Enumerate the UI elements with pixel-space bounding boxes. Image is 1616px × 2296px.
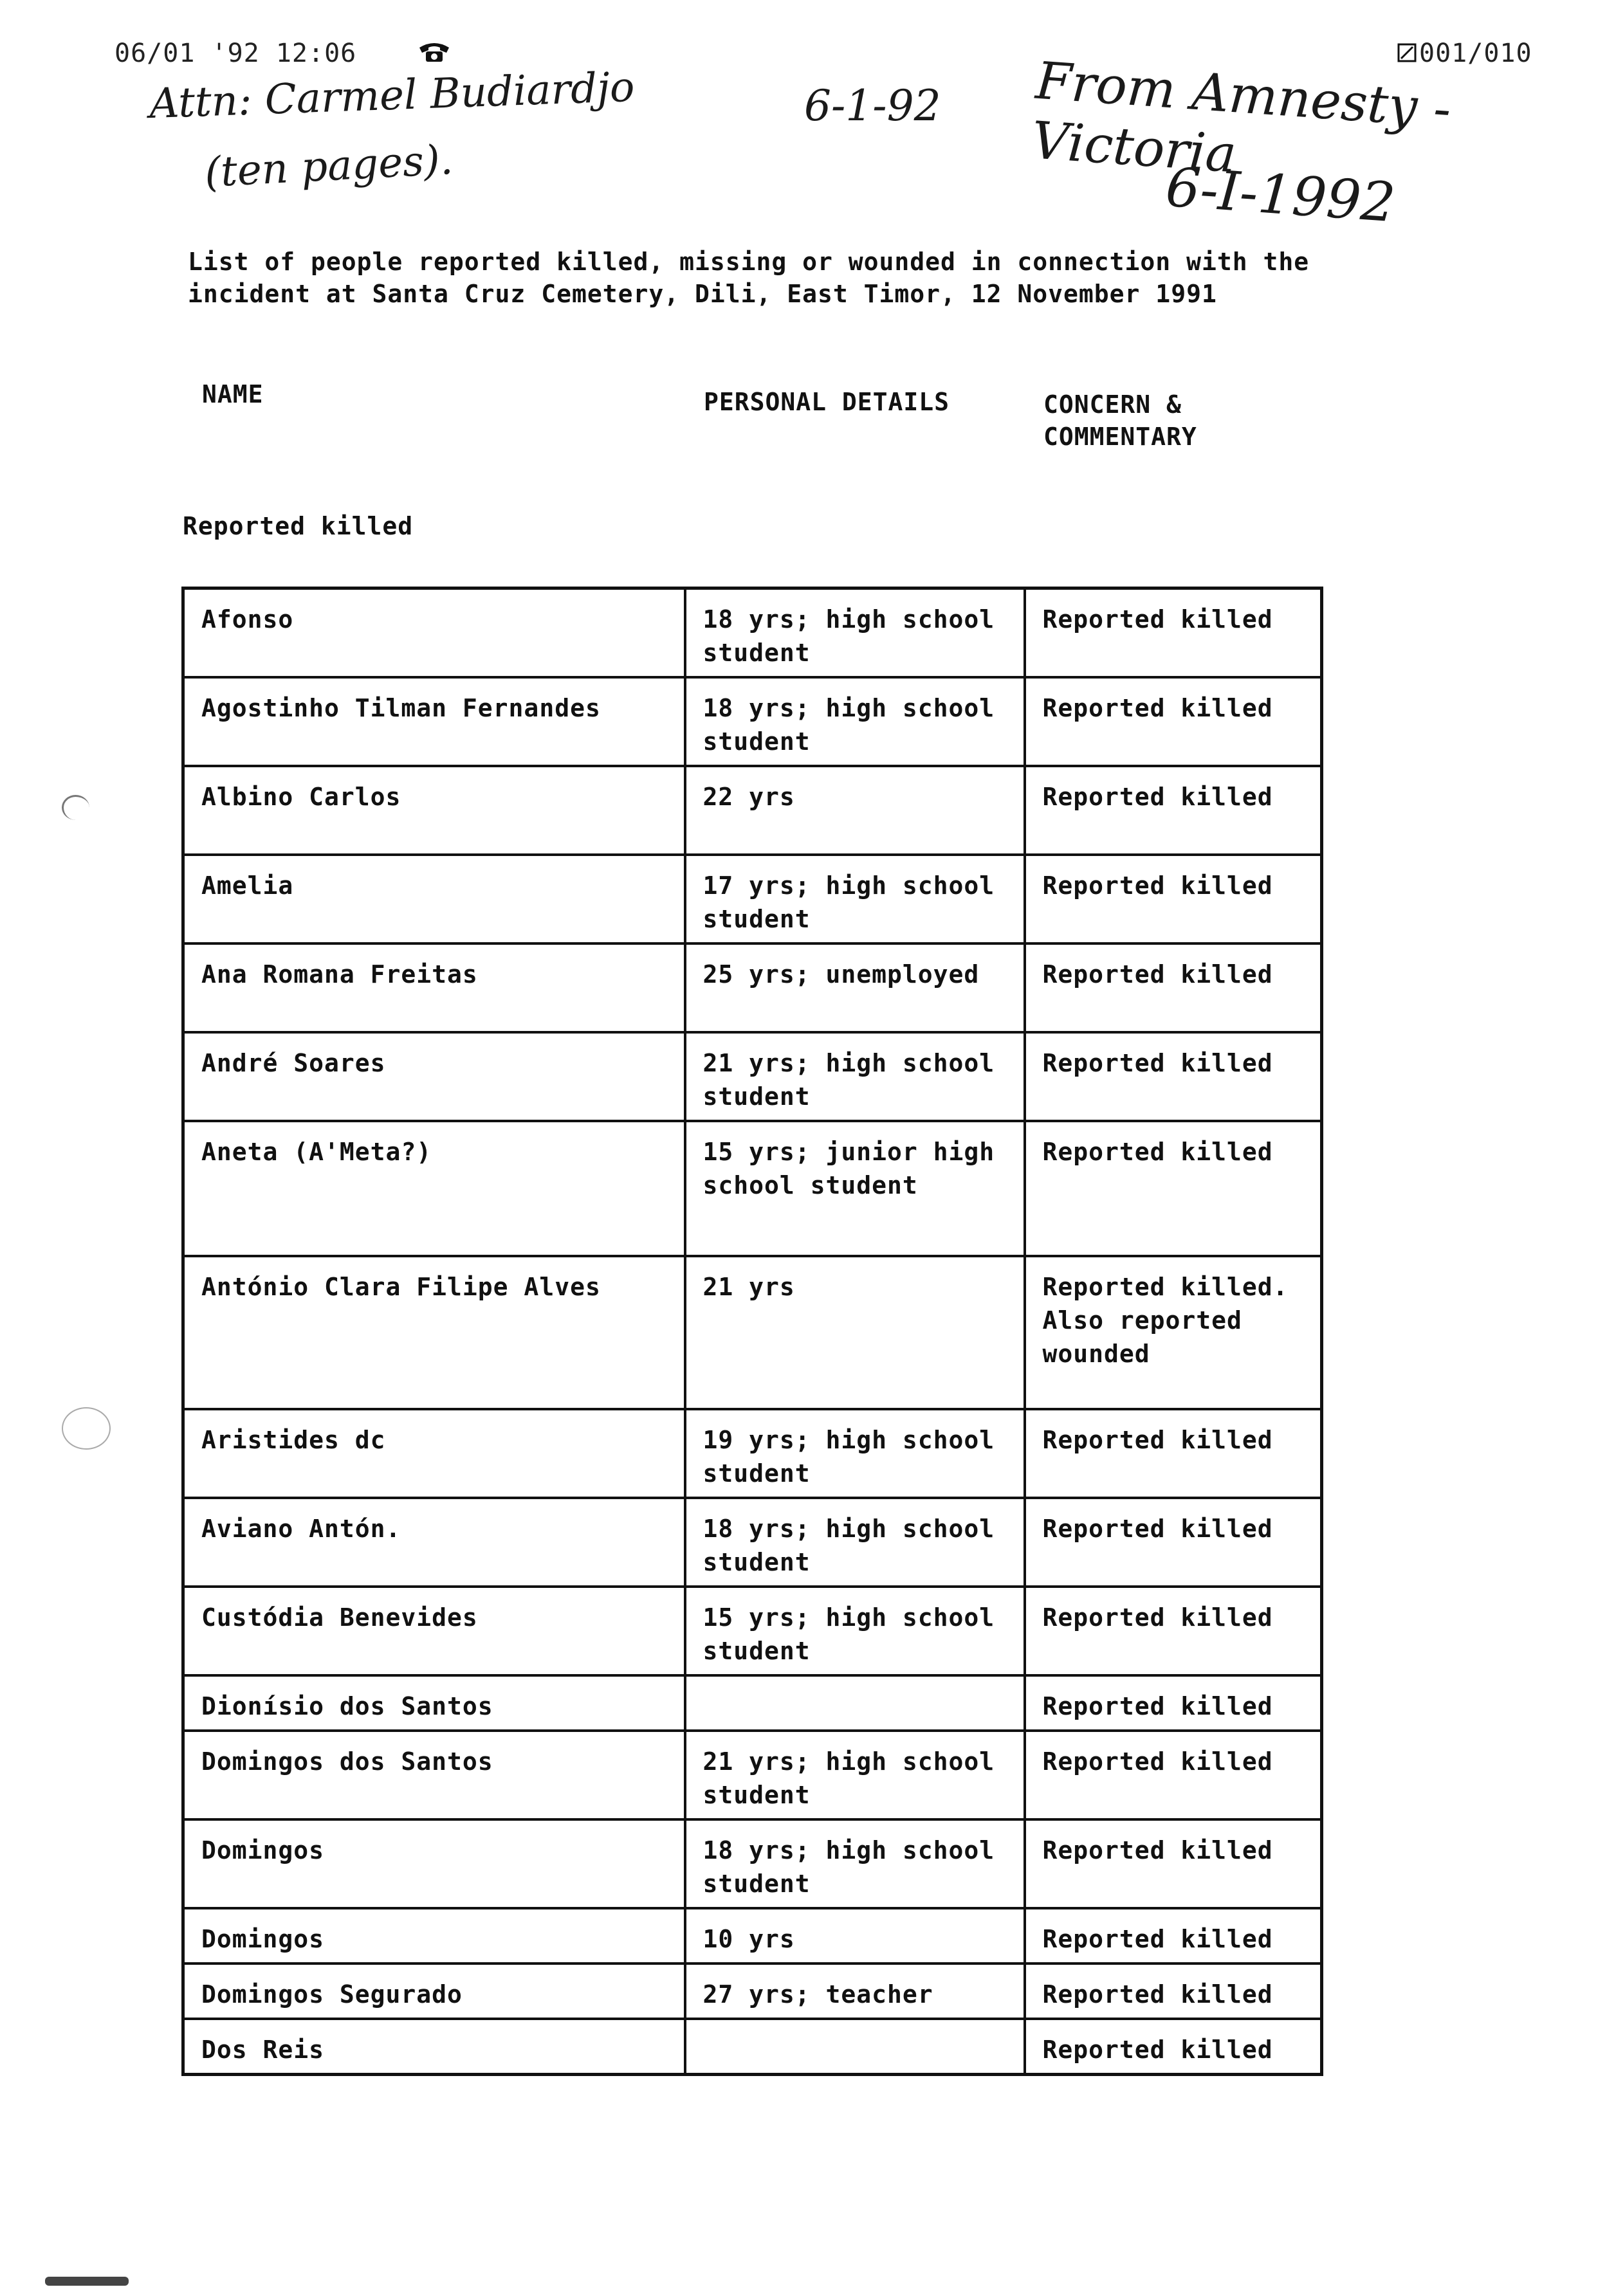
table-row [183, 1032, 1322, 1121]
cell-concern: Reported killed [1025, 855, 1322, 943]
cell-name: Agostinho Tilman Fernandes [183, 677, 685, 766]
table-row [183, 855, 1322, 943]
cell-details: 21 yrs; high school student [685, 1032, 1025, 1121]
fax-page-counter: 001/010 [1419, 39, 1532, 68]
table-row [183, 2019, 1322, 2075]
cell-name: Albino Carlos [183, 766, 685, 855]
table-row [183, 1121, 1322, 1256]
fax-date-time: 06/01 '92 12:06 [115, 39, 357, 68]
cell-details [685, 1675, 1025, 1731]
cell-name: Dos Reis [183, 2019, 685, 2075]
cell-concern: Reported killed [1025, 943, 1322, 1032]
cell-name: Afonso [183, 588, 685, 678]
cell-name: Domingos dos Santos [183, 1731, 685, 1819]
handwritten-pages-note: (ten pages). [203, 136, 454, 197]
table-row [183, 1256, 1322, 1409]
cell-name: Aneta (A'Meta?) [183, 1121, 685, 1256]
cell-details: 25 yrs; unemployed [685, 943, 1025, 1032]
cell-details [685, 2019, 1025, 2075]
cell-details: 18 yrs; high school student [685, 588, 1025, 678]
cell-concern: Reported killed [1025, 1409, 1322, 1498]
scan-edge-mark [45, 2277, 129, 2286]
table-row [183, 1498, 1322, 1587]
column-header-concern-line2: COMMENTARY [1043, 423, 1197, 451]
cell-concern: Reported killed [1025, 1675, 1322, 1731]
document-title: List of people reported killed, missing or wounded in connection with the incident at Santa Cruz Cemetery, Dili, East Timor, 12 November 1991 [188, 248, 1310, 308]
cell-name: António Clara Filipe Alves [183, 1256, 685, 1409]
column-header-details: PERSONAL DETAILS [704, 388, 950, 416]
column-header-concern-line1: CONCERN & [1043, 390, 1182, 419]
phone-icon [417, 39, 452, 64]
cell-concern: Reported killed [1025, 677, 1322, 766]
cell-concern: Reported killed [1025, 1731, 1322, 1819]
cell-concern: Reported killed [1025, 1121, 1322, 1256]
table-row [183, 766, 1322, 855]
table-row [183, 1587, 1322, 1675]
cell-details: 18 yrs; high school student [685, 677, 1025, 766]
cell-name: Domingos [183, 1908, 685, 1963]
cell-concern: Reported killed [1025, 2019, 1322, 2075]
cell-name: Ana Romana Freitas [183, 943, 685, 1032]
section-label: Reported killed [183, 512, 414, 540]
cell-details: 18 yrs; high school student [685, 1819, 1025, 1908]
table-row [183, 1819, 1322, 1908]
cell-name: Aviano Antón. [183, 1498, 685, 1587]
cell-name: Custódia Benevides [183, 1587, 685, 1675]
cell-concern: Reported killed [1025, 1498, 1322, 1587]
column-header-name: NAME [202, 380, 264, 408]
checkbox-icon [1397, 42, 1417, 63]
cell-details: 10 yrs [685, 1908, 1025, 1963]
table-row [183, 1963, 1322, 2019]
cell-concern: Reported killed [1025, 1908, 1322, 1963]
cell-details: 15 yrs; junior high school student [685, 1121, 1025, 1256]
cell-concern: Reported killed [1025, 1587, 1322, 1675]
table-row [183, 677, 1322, 766]
table-row [183, 1731, 1322, 1819]
handwritten-short-date: 6-1-92 [804, 81, 941, 131]
column-header-concern [1043, 388, 1197, 453]
cell-concern: Reported killed [1025, 766, 1322, 855]
cell-name: Aristides dc [183, 1409, 685, 1498]
cell-concern: Reported killed [1025, 1963, 1322, 2019]
handwritten-from-line: From Amnesty - Victoria [1029, 50, 1453, 185]
cell-name: André Soares [183, 1032, 685, 1121]
cell-details: 17 yrs; high school student [685, 855, 1025, 943]
cell-concern: Reported killed [1025, 1032, 1322, 1121]
handwritten-attn: Attn: Carmel Budiardjo [148, 63, 636, 129]
table-row [183, 1675, 1322, 1731]
table-row [183, 1908, 1322, 1963]
cell-details: 19 yrs; high school student [685, 1409, 1025, 1498]
cell-details: 21 yrs [685, 1256, 1025, 1409]
cell-concern: Reported killed [1025, 1819, 1322, 1908]
cell-name: Amelia [183, 855, 685, 943]
cell-details: 18 yrs; high school student [685, 1498, 1025, 1587]
scan-mark [62, 795, 89, 820]
table-row [183, 1409, 1322, 1498]
table-row [183, 588, 1322, 678]
cell-name: Domingos [183, 1819, 685, 1908]
cell-concern: Reported killed [1025, 588, 1322, 678]
cell-name: Domingos Segurado [183, 1963, 685, 2019]
table-row [183, 943, 1322, 1032]
cell-details: 21 yrs; high school student [685, 1731, 1025, 1819]
killed-table [181, 587, 1323, 2076]
cell-details: 15 yrs; high school student [685, 1587, 1025, 1675]
cell-concern: Reported killed. Also reported wounded [1025, 1256, 1322, 1409]
cell-details: 27 yrs; teacher [685, 1963, 1025, 2019]
cell-details: 22 yrs [685, 766, 1025, 855]
cell-name: Dionísio dos Santos [183, 1675, 685, 1731]
hole-punch-mark [62, 1407, 111, 1450]
handwritten-long-date: 6-I-1992 [1164, 155, 1398, 235]
